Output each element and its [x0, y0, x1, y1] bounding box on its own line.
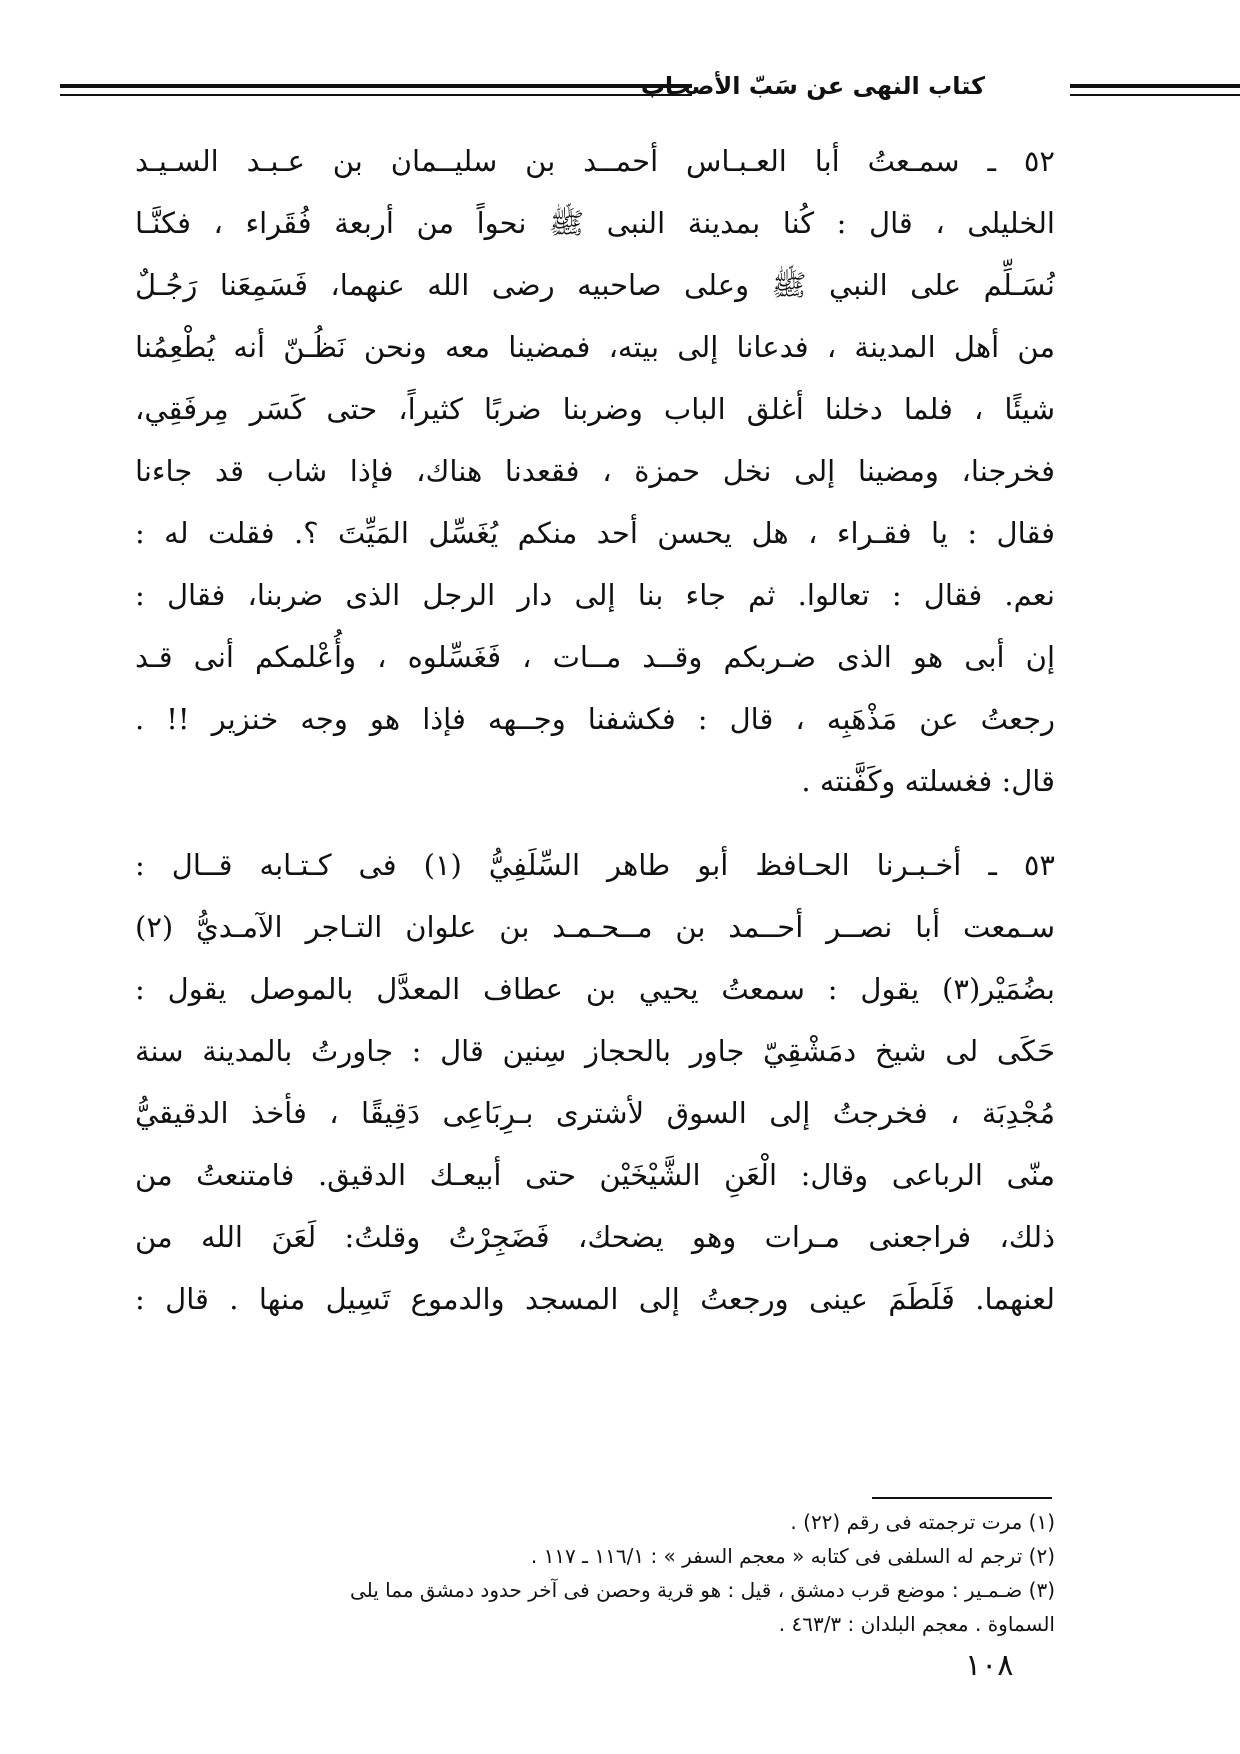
footnote-2: (٢) ترجم له السلفى فى كتابه « معجم السفر » : ١١٦/١ ـ ١١٧ . [530, 1544, 1055, 1568]
text-line: شيئًا ، فلما دخلنا أغلق الباب وضربنا ضربًا كثيراً، حتى كَسَر مِرفَقِي، [135, 392, 1055, 426]
text-line: لعنهما. فَلَطَمَ عينى ورجعتُ إلى المسجد والدموع تَسِيل منها . قال : [135, 1282, 1055, 1316]
paragraph-gap [135, 812, 1055, 834]
text-line: حَكَى لى شيخ دمَشْقِيّ جاور بالحجاز سِنين قال : جاورتُ بالمدينة سنة [135, 1034, 1055, 1068]
footnote-3: (٣) ضـمـير : موضع قرب دمشق ، قيل : هو قرية وحصن فى آخر حدود دمشق مما يلى [349, 1578, 1055, 1602]
text-line: فقال : يا فقـراء ، هل يحسن أحد منكم يُغَسِّل المَيِّتَ ؟. فقلت له : [135, 516, 1055, 550]
paragraph-53 [135, 834, 1055, 1330]
text-line: نُسَـلِّم على النبي ﷺ وعلى صاحبيه رضى الله عنهما، فَسَمِعَنا رَجُـلٌ [135, 268, 1055, 302]
footnote-3-continued: السماوة . معجم البلدان : ٤٦٣/٣ . [778, 1612, 1055, 1636]
body-text [135, 130, 1055, 1330]
text-line: من أهل المدينة ، فدعانا إلى بيته، فمضينا معه ونحن نَظُـنّ أنه يُطْعِمُنا [135, 330, 1055, 364]
text-line: ذلك، فراجعنى مـرات وهو يضحك، فَضَجِرْتُ وقلتُ: لَعَنَ الله من [135, 1220, 1055, 1254]
text-line: ٥٢ ـ سمـعتُ أبا العـبـاس أحمــد بن سليــمان بن عـبـد السـيـد [135, 144, 1055, 178]
text-line: قال: فغسلته وكَفَّنته . [801, 764, 1055, 798]
text-line: إن أبى هو الذى ضـربكم وقــد مــات ، فَغَسِّلوه ، وأُعْلمكم أنى قـد [135, 640, 1055, 674]
text-line: فخرجنا، ومضينا إلى نخل حمزة ، فقعدنا هناك، فإذا شاب قد جاءنا [135, 454, 1055, 488]
text-line: بضُمَيْر(٣) يقول : سمعتُ يحيي بن عطاف المعدَّل بالموصل يقول : [135, 972, 1055, 1006]
header-title: كتاب النهى عن سَبّ الأصحاب [640, 72, 985, 100]
page-number: ١٠٨ [965, 1648, 1014, 1683]
paragraph-52 [135, 130, 1055, 812]
header-rule-right [1070, 84, 1240, 96]
text-line: سـمعت أبا نصــر أحــمد بن مــحـمـد بن علوان التـاجر الآمـديُّ (٢) [135, 910, 1055, 944]
text-line: ٥٣ ـ أخـبـرنا الحـافظ أبو طاهر السِّلَفِيُّ (١) فى كـتـابه قــال : [135, 848, 1055, 882]
footnotes [120, 1505, 1055, 1641]
text-line: مُجْدِبَة ، فخرجتُ إلى السوق لأشترى بـرِبَاعِى دَقِيقًا ، فأخذ الدقيقيُّ [135, 1096, 1055, 1130]
running-header [60, 72, 1170, 116]
text-line: نعم. فقال : تعالوا. ثم جاء بنا إلى دار الرجل الذى ضربنا، فقال : [135, 578, 1055, 612]
footnote-1: (١) مرت ترجمته فى رقم (٢٢) . [790, 1510, 1055, 1534]
footnote-separator [872, 1497, 1052, 1499]
header-rule-left [60, 84, 692, 96]
text-line: الخليلى ، قال : كُنا بمدينة النبى ﷺ نحواً من أربعة فُقَراء ، فكنَّـا [135, 206, 1055, 240]
text-line: رجعتُ عن مَذْهَبِه ، قال : فكشفنا وجــهه فإذا هو وجه خنزير !! . [135, 702, 1055, 736]
text-line: منّى الرباعى وقال: الْعَنِ الشَّيْخَيْن حتى أبيعـك الدقيق. فامتنعتُ من [135, 1158, 1055, 1192]
